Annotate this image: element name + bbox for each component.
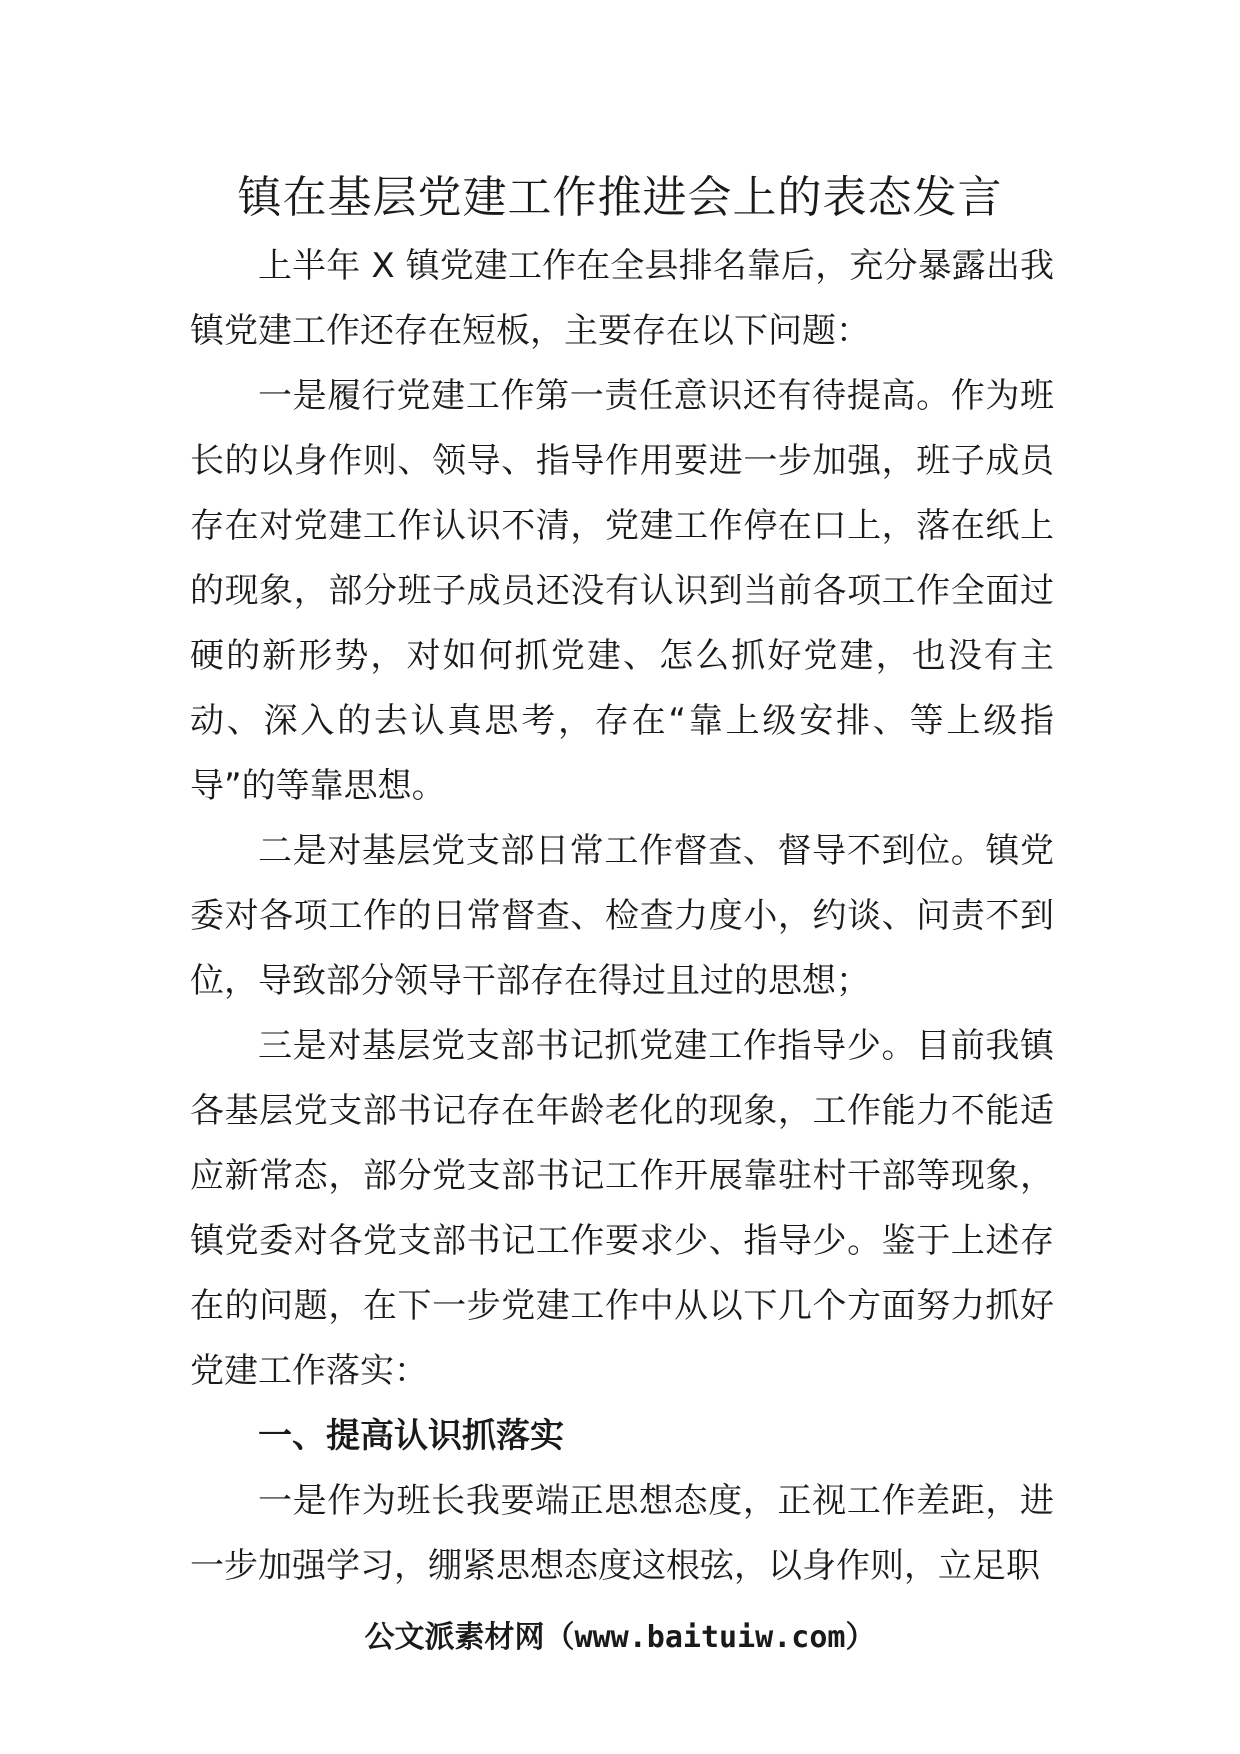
- document-body: [190, 234, 1054, 1599]
- footer-site-name: 公文派素材网: [364, 1620, 545, 1655]
- footer-watermark: [0, 1618, 1240, 1658]
- paragraph-measure-1: 一是作为班长我要端正思想态度，正视工作差距，进一步加强学习，绷紧思想态度这根弦，以身作则，立足职: [190, 1481, 1054, 1586]
- footer-url: （www.baituiw.com）: [544, 1620, 876, 1655]
- section-heading-1: 一、提高认识抓落实: [258, 1416, 564, 1456]
- paragraph-problem-1: 一是履行党建工作第一责任意识还有待提高。作为班长的以身作则、领导、指导作用要进一步加强，班子成员存在对党建工作认识不清，党建工作停在口上，落在纸上的现象，部分班子成员还没有认识到当前各项工作全面过硬的新形势，对如何抓党建、怎么抓好党建，也没有主动、深入的去认真思考，存在“靠上级安排、等上级指导”的等靠思想。: [190, 376, 1054, 806]
- paragraph-problem-2: 二是对基层党支部日常工作督查、督导不到位。镇党委对各项工作的日常督查、检查力度小，约谈、问责不到位，导致部分领导干部存在得过且过的思想；: [190, 831, 1054, 1001]
- paragraph-problem-3: 三是对基层党支部书记抓党建工作指导少。目前我镇各基层党支部书记存在年龄老化的现象，工作能力不能适应新常态，部分党支部书记工作开展靠驻村干部等现象，镇党委对各党支部书记工作要求少、指导少。鉴于上述存在的问题，在下一步党建工作中从以下几个方面努力抓好党建工作落实：: [190, 1026, 1054, 1391]
- paragraph-intro: 上半年 X 镇党建工作在全县排名靠后，充分暴露出我镇党建工作还存在短板，主要存在以下问题：: [190, 246, 1054, 351]
- document-title: 镇在基层党建工作推进会上的表态发言: [237, 172, 1003, 223]
